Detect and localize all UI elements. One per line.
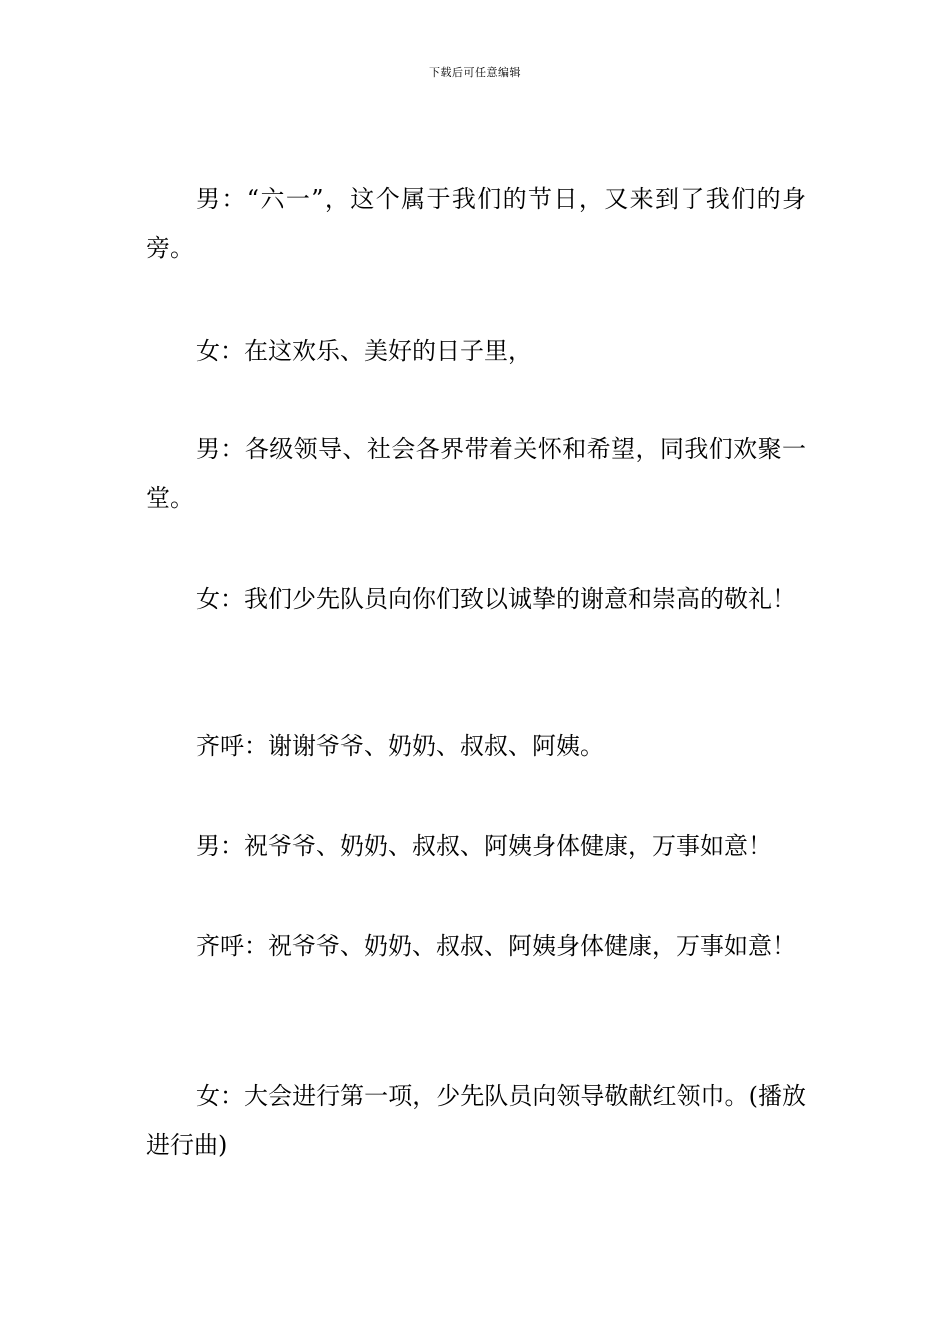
paragraph-7: 齐呼：祝爷爷、奶奶、叔叔、阿姨身体健康，万事如意！ [196, 932, 796, 960]
paragraph-3: 男：各级领导、社会各界带着关怀和希望，同我们欢聚一堂。 [146, 435, 806, 512]
paragraph-6: 男：祝爷爷、奶奶、叔叔、阿姨身体健康，万事如意！ [196, 832, 772, 860]
paragraph-2: 女：在这欢乐、美好的日子里， [196, 337, 532, 365]
paragraph-5: 齐呼：谢谢爷爷、奶奶、叔叔、阿姨。 [196, 732, 604, 760]
page-header-note: 下载后可任意编辑 [429, 66, 521, 79]
paragraph-4: 女：我们少先队员向你们致以诚挚的谢意和崇高的敬礼！ [196, 585, 796, 613]
paragraph-1: 男：“六一”，这个属于我们的节日，又来到了我们的身旁。 [146, 185, 806, 262]
paragraph-8: 女：大会进行第一项，少先队员向领导敬献红领巾。(播放进行曲) [146, 1082, 806, 1159]
